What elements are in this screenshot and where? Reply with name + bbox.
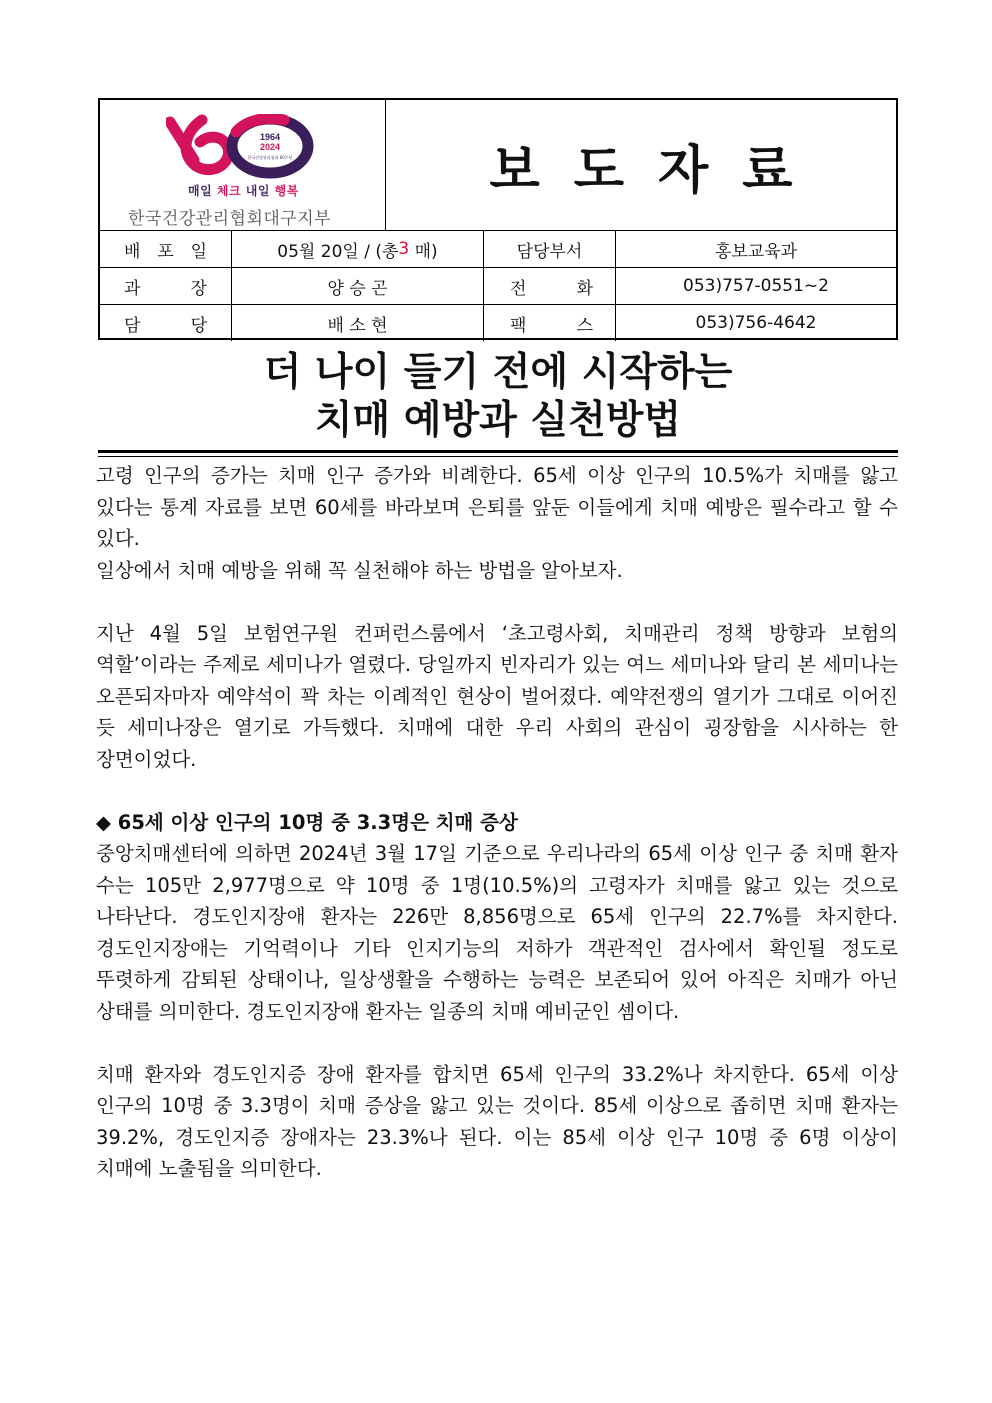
label-distribution-date: 배 포 일 xyxy=(100,231,232,267)
value-contact-person: 배 소 현 xyxy=(232,305,484,341)
article-body xyxy=(96,460,898,1185)
logo-year-top: 1964 xyxy=(259,132,281,142)
paragraph-intro-cta: 일상에서 치매 예방을 위해 꼭 실천해야 하는 방법을 알아보자. xyxy=(96,558,623,582)
label-department: 담당부서 xyxy=(484,231,616,267)
headline-line-1: 더 나이 들기 전에 시작하는 xyxy=(263,350,733,395)
paragraph-intro: 고령 인구의 증가는 치매 인구 증가와 비례한다. 65세 이상 인구의 10.5%가 치매를 앓고 있다는 통계 자료를 보면 60세를 바라보며 은퇴를 앞둔 이들에게 치매 예방은 필수라고 할 수 있다. xyxy=(96,464,898,550)
title-cell xyxy=(386,100,896,230)
label-phone: 전 화 xyxy=(484,268,616,304)
logo-anniv-text: 한국건강관리협회 60주년 xyxy=(247,155,293,160)
headline xyxy=(98,349,898,445)
organization-name: 한국건강관리협회대구지부 xyxy=(128,209,332,229)
headline-divider-thin xyxy=(98,456,898,457)
paragraph-combined-statistics: 치매 환자와 경도인지증 장애 환자를 합치면 65세 인구의 33.2%나 차지한다. 65세 이상 인구의 10명 중 3.3명이 치매 증상을 앓고 있는 것이다. 85세 이상으로 좁히면 치매 환자는 39.2%, 경도인지증 장애자는 23.3%나 된다. 이는 85세 이상 인구 10명 중 6명 이상이 치매에 노출됨을 의미한다. xyxy=(96,1062,898,1180)
section-subheading: ◆ 65세 이상 인구의 10명 중 3.3명은 치매 증상 xyxy=(96,810,518,834)
anniversary-logo-icon xyxy=(166,114,316,184)
info-row-manager xyxy=(100,268,896,305)
value-department: 홍보교육과 xyxy=(714,241,798,262)
logo-slogan: 매일 체크 내일 행복 xyxy=(188,184,299,198)
info-row-contact xyxy=(100,305,896,341)
headline-line-2: 치매 예방과 실천방법 xyxy=(314,398,682,443)
header-top-row xyxy=(100,100,896,231)
logo-year-bottom: 2024 xyxy=(259,142,281,152)
info-row-distribution xyxy=(100,231,896,268)
headline-divider-thick xyxy=(98,450,898,453)
logo-cell xyxy=(100,100,386,230)
value-manager: 양 승 곤 xyxy=(232,268,484,304)
label-contact-person: 담 당 xyxy=(100,305,232,341)
document-type-title: 보도자료 xyxy=(489,140,827,201)
value-phone: 053)757-0551~2 xyxy=(683,276,829,296)
value-fax: 053)756-4642 xyxy=(695,313,817,333)
label-manager: 과 장 xyxy=(100,268,232,304)
press-release-header xyxy=(98,98,898,340)
label-fax: 팩 스 xyxy=(484,305,616,341)
paragraph-seminar: 지난 4월 5일 보험연구원 컨퍼런스룸에서 ‘초고령사회, 치매관리 정책 방향과 보험의 역할’이라는 주제로 세미나가 열렸다. 당일까지 빈자리가 있는 여느 세미나와 달리 본 세미나는 오픈되자마자 예약석이 꽉 차는 이례적인 현상이 벌어졌다. 예약전쟁의 열기가 그대로 이어진 듯 세미나장은 열기로 가득했다. 치매에 대한 우리 사회의 관심이 굉장함을 시사하는 한 장면이었다. xyxy=(96,621,898,771)
value-distribution-date: 05월 20일 / (총 3 매) xyxy=(232,231,484,267)
paragraph-statistics: 중앙치매센터에 의하면 2024년 3월 17일 기준으로 우리나라의 65세 이상 인구 중 치매 환자 수는 105만 2,977명으로 약 10명 중 1명(10.5%)의 고령자가 치매를 앓고 있는 것으로 나타난다. 경도인지장애 환자는 226만 8,856명으로 65세 인구의 22.7%를 차지한다. 경도인지장애는 기억력이나 기타 인지기능의 저하가 객관적인 검사에서 확인될 정도로 뚜렷하게 감퇴된 상태이나, 일상생활을 수행하는 능력은 보존되어 있어 아직은 치매가 아닌 상태를 의미한다. 경도인지장애 환자는 일종의 치매 예비군인 셈이다. xyxy=(96,842,898,1023)
